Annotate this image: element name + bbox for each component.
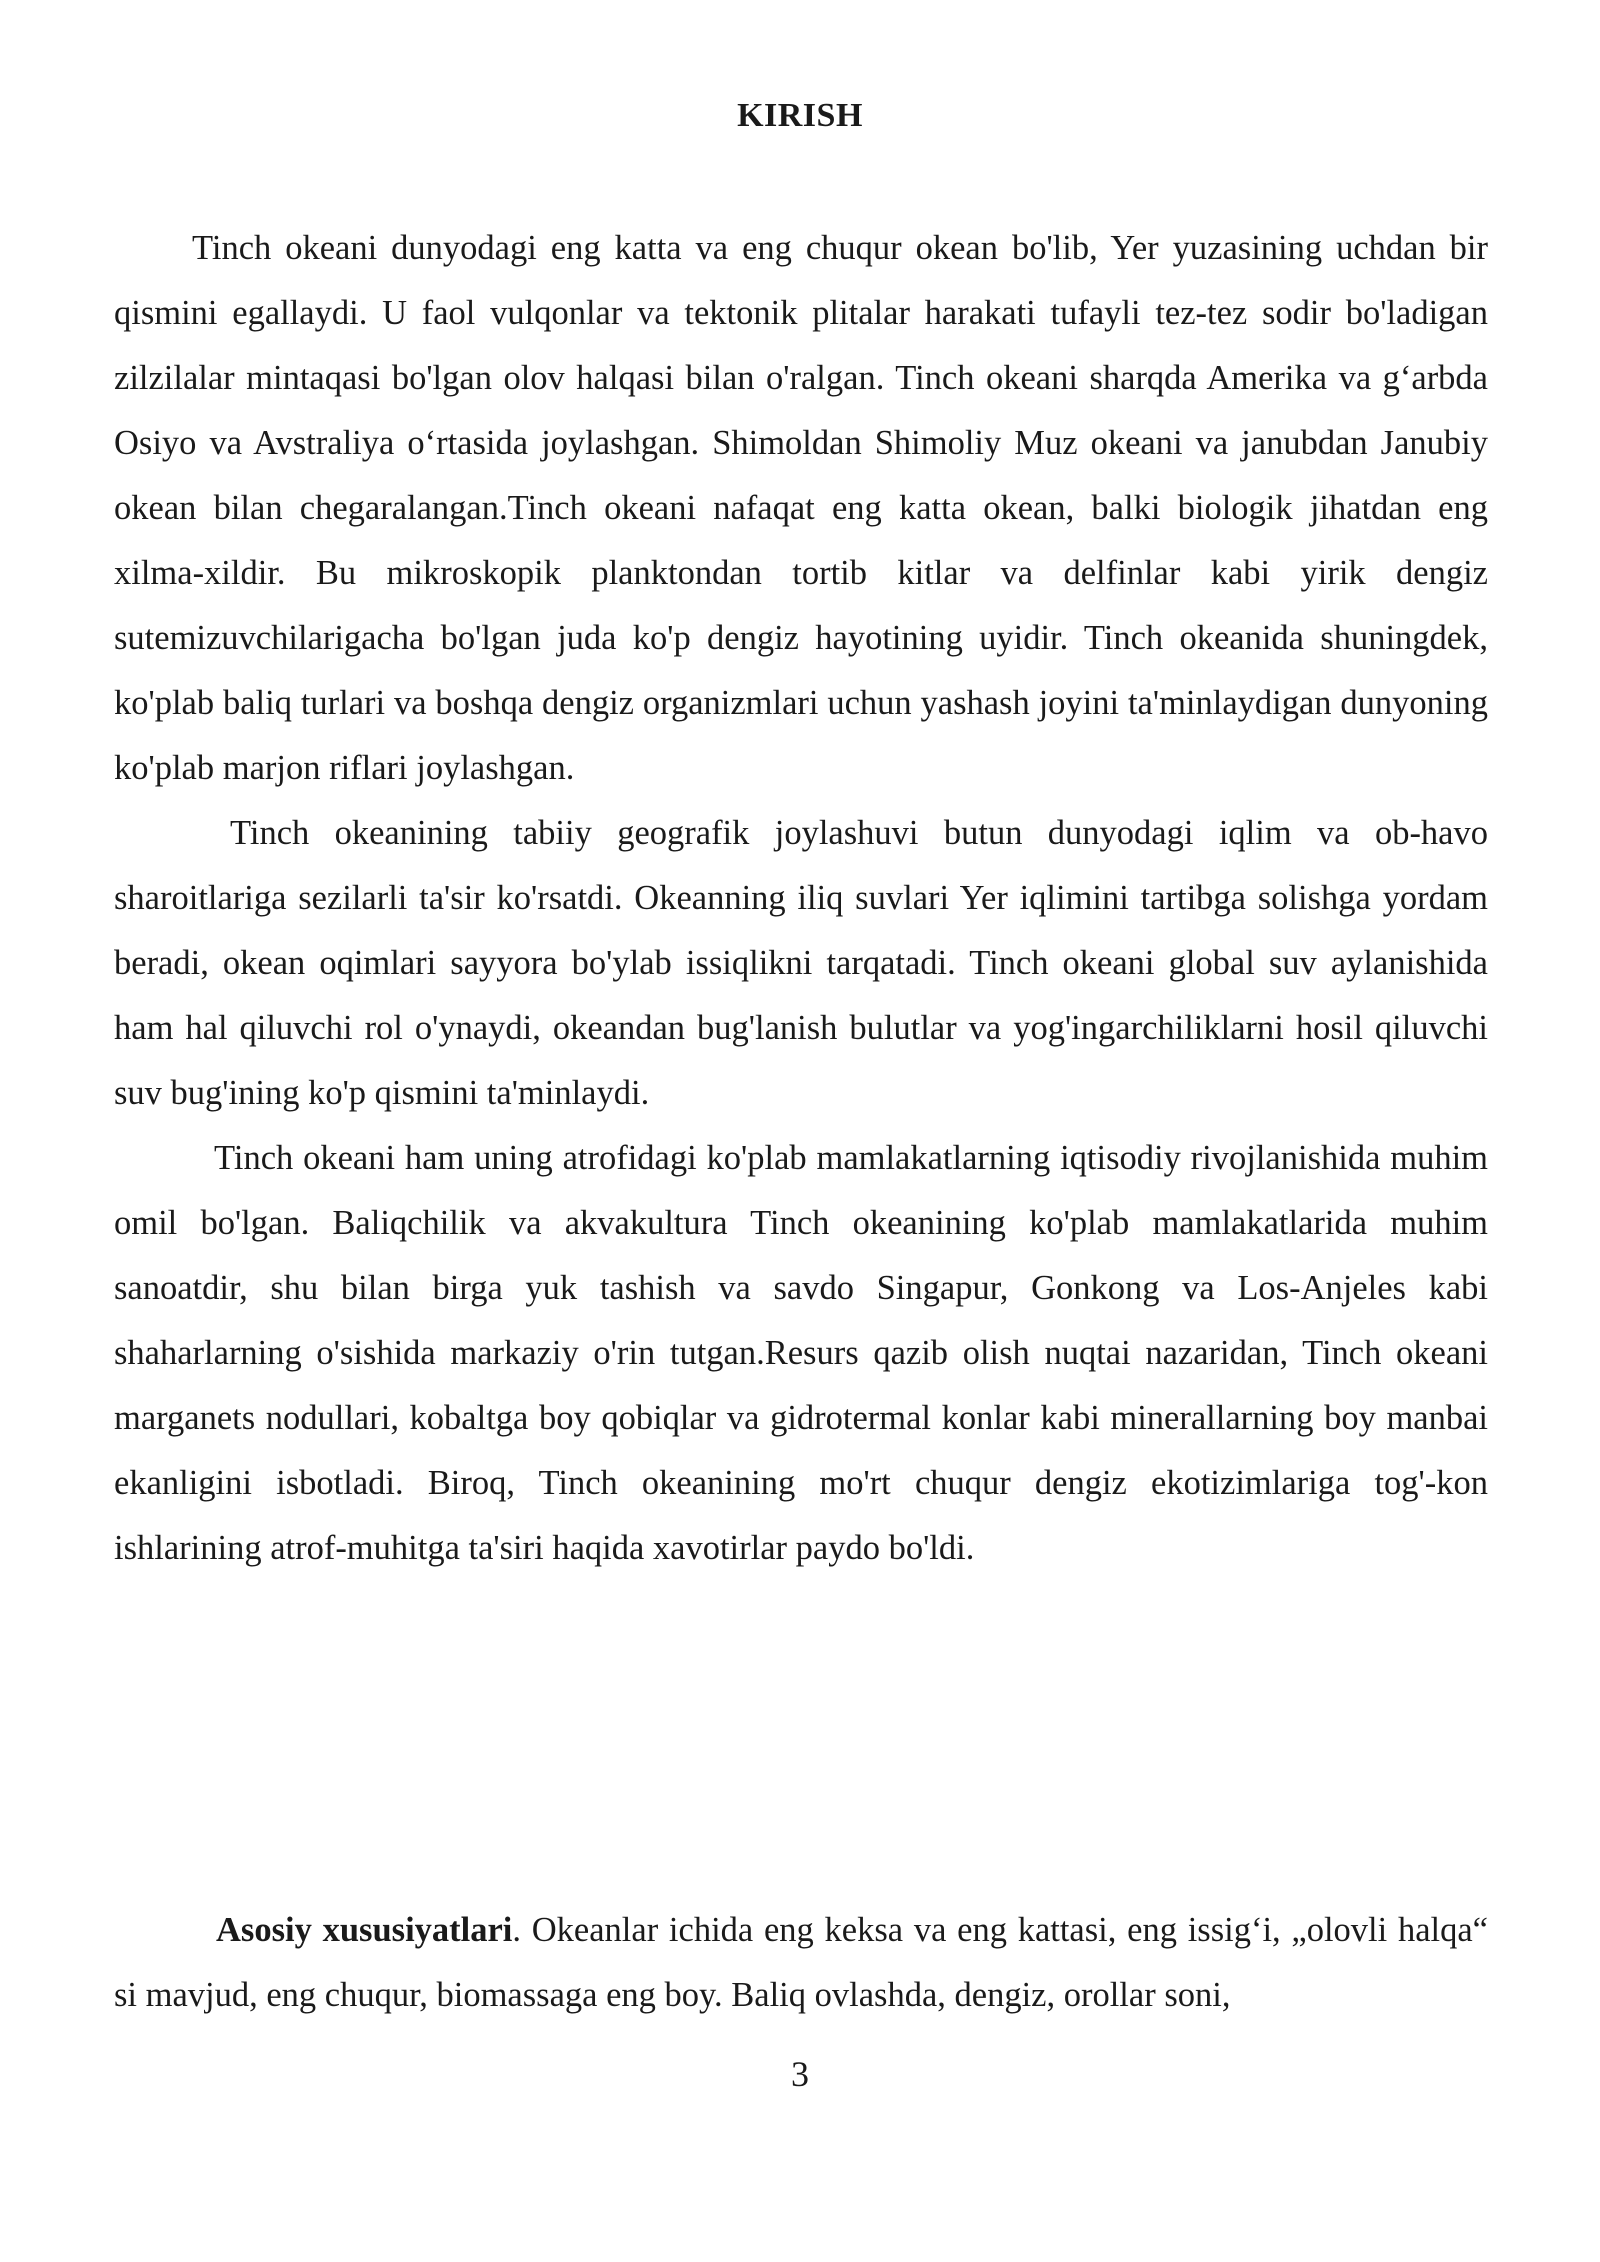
features-body — [114, 1898, 1488, 2028]
intro-body — [114, 216, 1488, 1581]
features-paragraph — [114, 1898, 1488, 2028]
page-number: 3 — [791, 2054, 809, 2094]
section-title: KIRISH — [737, 97, 863, 134]
paragraph-2: Tinch okeanining tabiiy geografik joylashuvi butun dunyodagi iqlim va ob-havo sharoitlariga sezilarli ta'sir ko'rsatdi. Okeanning iliq suvlari Yer iqlimini tartibga solishga yordam beradi, okean oqimlari sayyora bo'ylab issiqlikni tarqatadi. Tinch okeani global suv aylanishida ham hal qiluvchi rol o'ynaydi, okeandan bug'lanish bulutlar va yog'ingarchiliklarni hosil qiluvchi suv bug'ining ko'p qismini ta'minlaydi. — [114, 814, 1488, 1112]
features-text: . Okeanlar ichida eng keksa va eng kattasi, eng issig‘i, „olovli halqa“ si mavjud, eng chuqur, biomassaga eng boy. Baliq ovlashda, dengiz, orollar soni, — [114, 1911, 1488, 2014]
paragraph-1: Tinch okeani dunyodagi eng katta va eng chuqur okean bo'lib, Yer yuzasining uchdan bir qismini egallaydi. U faol vulqonlar va tektonik plitalar harakati tufayli tez-tez sodir bo'ladigan zilzilalar mintaqasi bo'lgan olov halqasi bilan o'ralgan. Tinch okeani sharqda Amerika va g‘arbda Osiyo va Avstraliya o‘rtasida joylashgan. Shimoldan Shimoliy Muz okeani va janubdan Janubiy okean bilan chegaralangan.Tinch okeani nafaqat eng katta okean, balki biologik jihatdan eng xilma-xildir. Bu mikroskopik planktondan tortib kitlar va delfinlar kabi yirik dengiz sutemizuvchilarigacha bo'lgan juda ko'p dengiz hayotining uyidir. Tinch okeanida shuningdek, ko'plab baliq turlari va boshqa dengiz organizmlari uchun yashash joyini ta'minlaydigan dunyoning ko'plab marjon riflari joylashgan. — [114, 229, 1488, 787]
paragraph-3: Tinch okeani ham uning atrofidagi ko'plab mamlakatlarning iqtisodiy rivojlanishida muhim omil bo'lgan. Baliqchilik va akvakultura Tinch okeanining ko'plab mamlakatlarida muhim sanoatdir, shu bilan birga yuk tashish va savdo Singapur, Gonkong va Los-Anjeles kabi shaharlarning o'sishida markaziy o'rin tutgan.Resurs qazib olish nuqtai nazaridan, Tinch okeani marganets nodullari, kobaltga boy qobiqlar va gidrotermal konlar kabi minerallarning boy manbai ekanligini isbotladi. Biroq, Tinch okeanining mo'rt chuqur dengiz ekotizimlariga tog'-kon ishlarining atrof-muhitga ta'siri haqida xavotirlar paydo bo'ldi. — [114, 1139, 1488, 1567]
features-lead: Asosiy xususiyatlari — [216, 1911, 513, 1949]
